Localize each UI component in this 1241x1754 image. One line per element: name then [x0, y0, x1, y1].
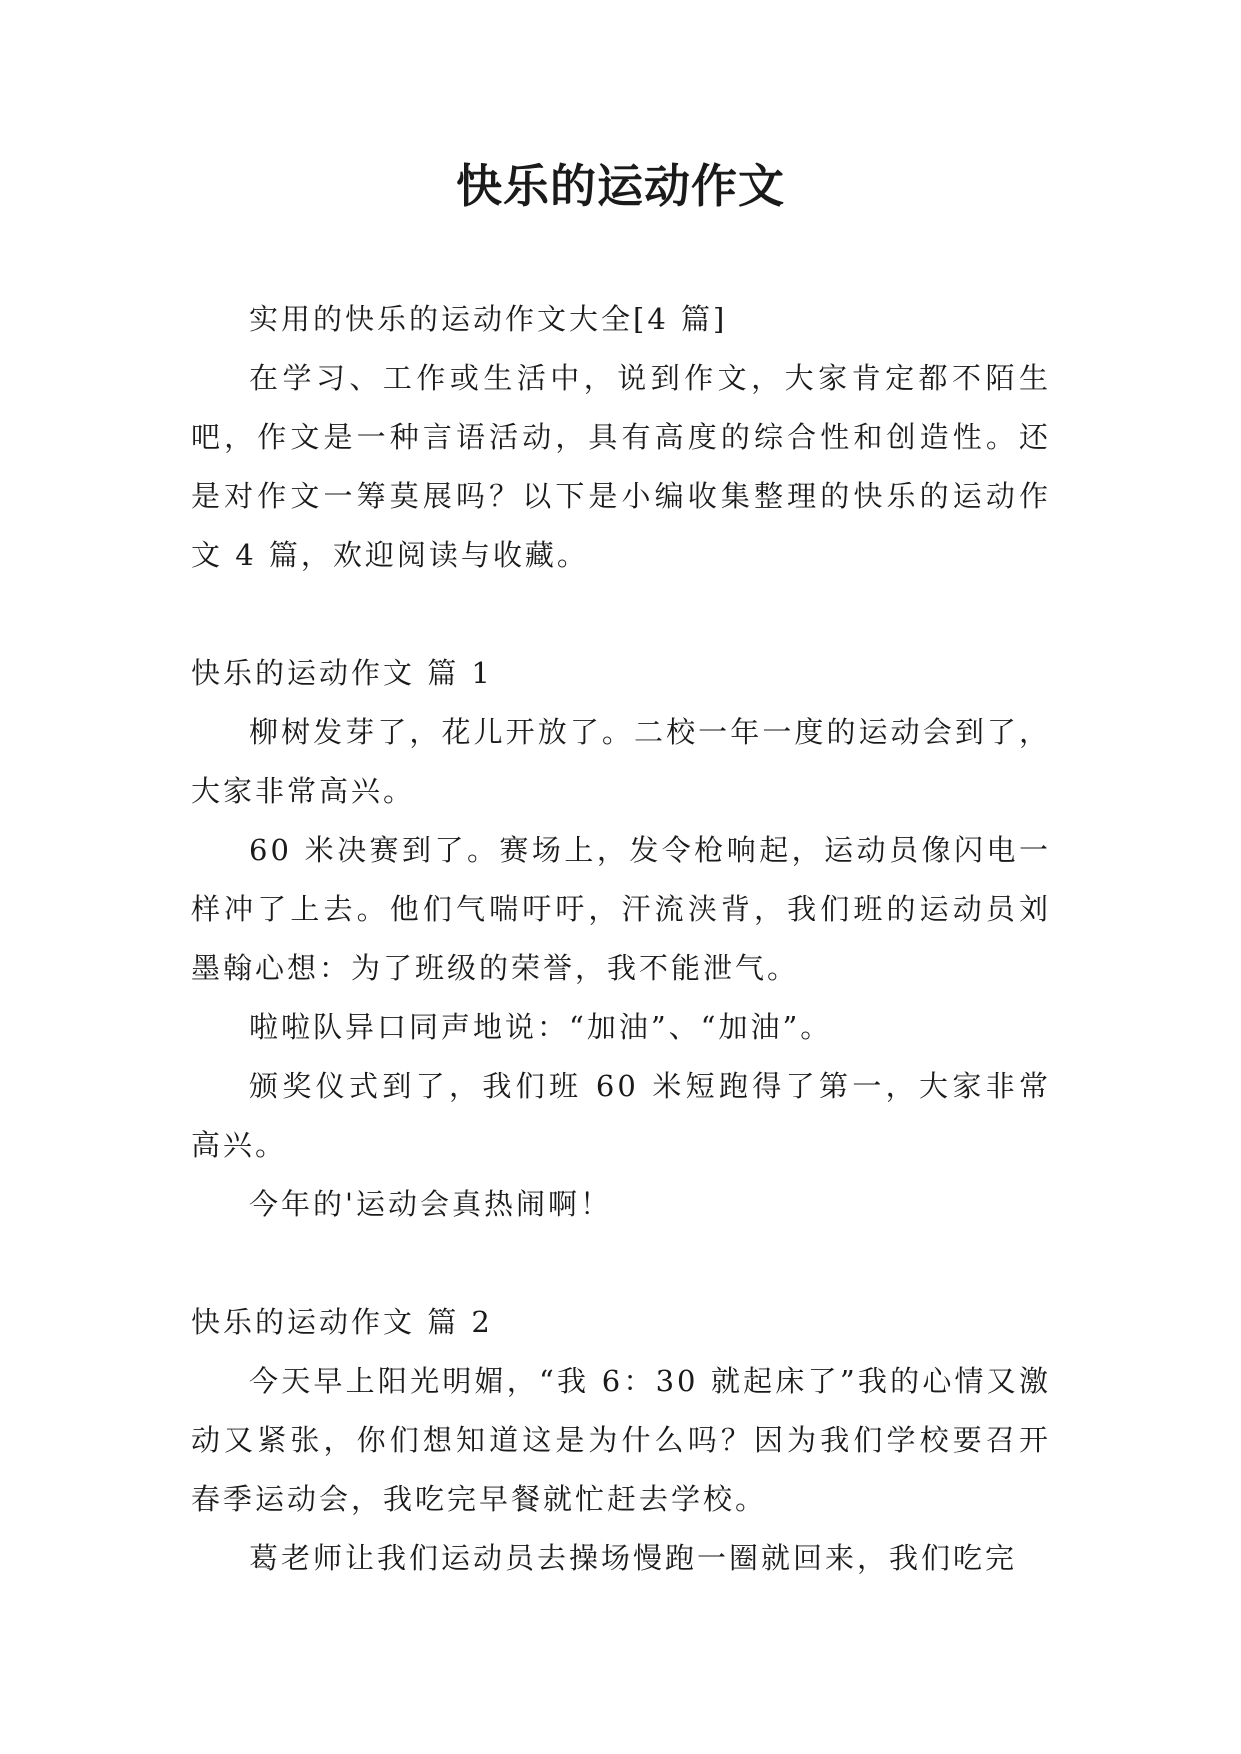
- intro-paragraph: 在学习、工作或生活中，说到作文，大家肯定都不陌生吧，作文是一种言语活动，具有高度的综合性和创造性。还是对作文一筹莫展吗？以下是小编收集整理的快乐的运动作文 4 篇，欢迎阅读与收藏。: [191, 361, 1051, 572]
- document-title: 快乐的运动作文: [456, 159, 785, 213]
- paragraph: 60 米决赛到了。赛场上，发令枪响起，运动员像闪电一样冲了上去。他们气喘吁吁，汗流浃背，我们班的运动员刘墨翰心想：为了班级的荣誉，我不能泄气。: [191, 833, 1051, 985]
- paragraph: 啦啦队异口同声地说：“加油”、“加油”。: [249, 1010, 833, 1044]
- section-spacer: [191, 1234, 1051, 1293]
- section-heading-2: 快乐的运动作文 篇 2: [191, 1305, 493, 1339]
- paragraph: 今天早上阳光明媚，“我 6：30 就起床了”我的心情又激动又紧张，你们想知道这是为什么吗？因为我们学校要召开春季运动会，我吃完早餐就忙赶去学校。: [191, 1364, 1051, 1516]
- section-spacer: [191, 585, 1051, 644]
- paragraph: 柳树发芽了，花儿开放了。二校一年一度的运动会到了，大家非常高兴。: [191, 715, 1051, 808]
- paragraph: 今年的'运动会真热闹啊！: [249, 1187, 612, 1221]
- paragraph: 葛老师让我们运动员去操场慢跑一圈就回来，我们吃完: [249, 1541, 1018, 1575]
- document-subtitle: 实用的快乐的运动作文大全[4 篇]: [249, 302, 728, 336]
- document-body: [191, 290, 1051, 1588]
- paragraph: 颁奖仪式到了，我们班 60 米短跑得了第一，大家非常高兴。: [191, 1069, 1051, 1162]
- section-heading-1: 快乐的运动作文 篇 1: [191, 656, 493, 690]
